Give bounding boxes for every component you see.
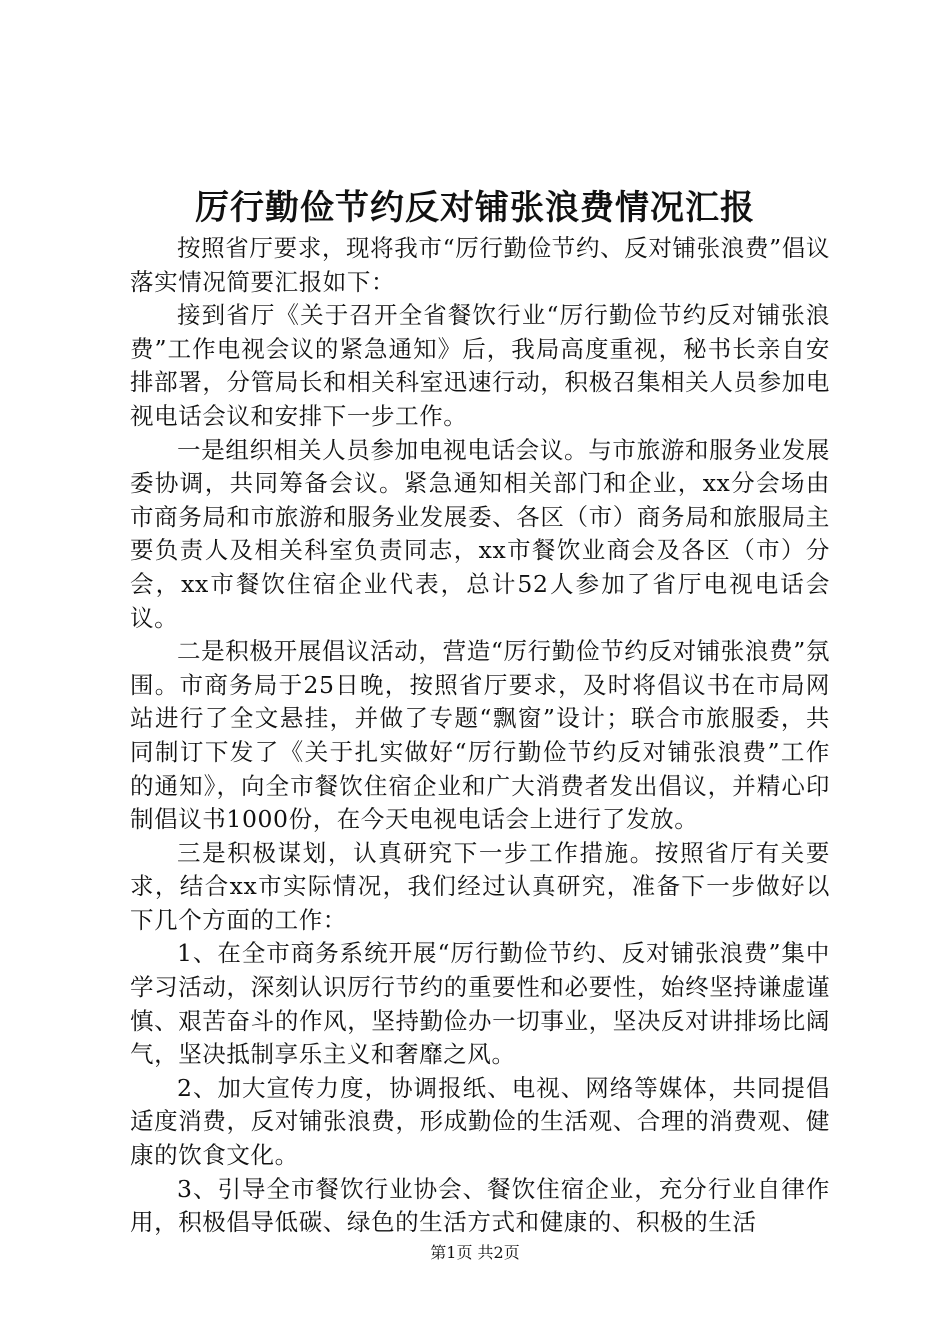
paragraph-intro: 按照省厅要求，现将我市“厉行勤俭节约、反对铺张浪费”倡议落实情况简要汇报如下： — [130, 234, 830, 296]
paragraph-point-three: 三是积极谋划，认真研究下一步工作措施。按照省厅有关要求，结合xx市实际情况，我们经过认真研究，准备下一步做好以下几个方面的工作： — [130, 838, 830, 934]
paragraph-measure-1: 1、在全市商务系统开展“厉行勤俭节约、反对铺张浪费”集中学习活动，深刻认识厉行节约的重要性和必要性，始终坚持谦虚谨慎、艰苦奋斗的作风，坚持勤俭办一切事业，坚决反对讲排场比阔气，坚决抵制享乐主义和奢靡之风。 — [130, 939, 830, 1069]
paragraph-point-one: 一是组织相关人员参加电视电话会议。与市旅游和服务业发展委协调，共同筹备会议。紧急通知相关部门和企业，xx分会场由市商务局和市旅游和服务业发展委、各区（市）商务局和旅服局主要负责人及相关科室负责同志，xx市餐饮业商会及各区（市）分会，xx市餐饮住宿企业代表，总计52人参加了省厅电视电话会议。 — [130, 435, 830, 632]
paragraph-measure-2: 2、加大宣传力度，协调报纸、电视、网络等媒体，共同提倡适度消费，反对铺张浪费，形成勤俭的生活观、合理的消费观、健康的饮食文化。 — [130, 1073, 830, 1170]
document-title: 厉行勤俭节约反对铺张浪费情况汇报 — [195, 188, 755, 228]
document-body — [130, 232, 830, 1240]
paragraph-notice-received: 接到省厅《关于召开全省餐饮行业“厉行勤俭节约反对铺张浪费”工作电视会议的紧急通知》后，我局高度重视，秘书长亲自安排部署，分管局长和相关科室迅速行动，积极召集相关人员参加电视电话会议和安排下一步工作。 — [130, 301, 830, 430]
page-number-footer: 第1页 共2页 — [430, 1243, 520, 1262]
paragraph-measure-3: 3、引导全市餐饮行业协会、餐饮住宿企业，充分行业自律作用，积极倡导低碳、绿色的生活方式和健康的、积极的生活 — [130, 1174, 830, 1237]
paragraph-point-two: 二是积极开展倡议活动，营造“厉行勤俭节约反对铺张浪费”氛围。市商务局于25日晚，按照省厅要求，及时将倡议书在市局网站进行了全文悬挂，并做了专题“飘窗”设计；联合市旅服委，共同制订下发了《关于扎实做好“厉行勤俭节约反对铺张浪费”工作的通知》，向全市餐饮住宿企业和广大消费者发出倡议，并精心印制倡议书1000份，在今天电视电话会上进行了发放。 — [130, 637, 830, 834]
